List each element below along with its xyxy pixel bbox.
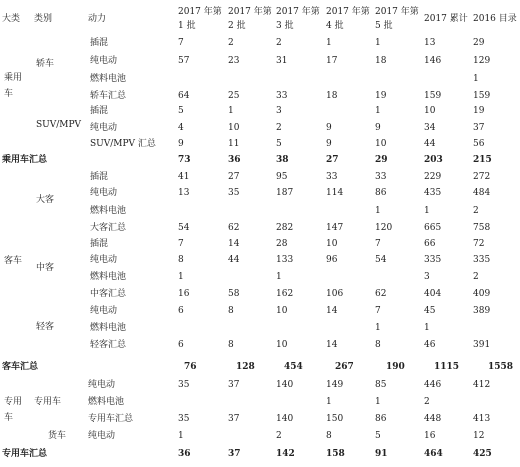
header-major: 大类 <box>2 14 21 24</box>
cell-batch4: 9 <box>326 139 332 149</box>
cell-total-2017: 13 <box>424 38 436 48</box>
row-power: 纯电动 <box>88 380 116 390</box>
cell-total-2017: 2 <box>424 397 430 407</box>
cell-batch5: 86 <box>375 188 387 198</box>
cell-batch1: 41 <box>178 172 190 182</box>
cell-batch2: 23 <box>228 56 240 66</box>
header-batch5-line1: 2017 年第 <box>375 7 419 17</box>
cell-batch4: 18 <box>326 91 338 101</box>
cell-batch1: 76 <box>184 362 197 372</box>
cell-catalog-2016: 56 <box>473 139 485 149</box>
header-catalog-2016: 2016 目录 <box>473 14 517 24</box>
row-power: 燃料电池 <box>88 397 125 407</box>
cell-batch1: 1 <box>178 431 184 441</box>
header-batch3-line2: 3 批 <box>276 21 294 31</box>
header-batch4-line2: 4 批 <box>326 21 344 31</box>
cell-catalog-2016: 129 <box>473 56 491 66</box>
cell-batch4: 147 <box>326 223 344 233</box>
row-power: 插混 <box>90 172 109 182</box>
cell-batch4: 14 <box>326 306 338 316</box>
cell-batch5: 1 <box>375 397 381 407</box>
row-power: 燃料电池 <box>90 272 127 282</box>
cell-total-2017: 1115 <box>434 362 460 372</box>
cell-total-2017: 1 <box>424 323 430 333</box>
cell-batch2: 14 <box>228 239 240 249</box>
category-sedan: 轿车 <box>36 59 55 69</box>
cell-batch3: 2 <box>276 38 282 48</box>
cell-batch3: 10 <box>276 306 288 316</box>
cell-batch3: 142 <box>276 449 295 459</box>
cell-catalog-2016: 72 <box>473 239 485 249</box>
cell-batch5: 86 <box>375 414 387 424</box>
cell-batch3: 162 <box>276 289 294 299</box>
header-batch2-line1: 2017 年第 <box>228 7 272 17</box>
cell-batch1: 73 <box>178 155 191 165</box>
header-total-2017: 2017 累计 <box>424 14 468 24</box>
category-big-bus: 大客 <box>36 195 55 205</box>
cell-batch4: 27 <box>326 155 339 165</box>
cell-batch3: 282 <box>276 223 294 233</box>
cell-catalog-2016: 159 <box>473 91 491 101</box>
row-power: 纯电动 <box>88 431 116 441</box>
cell-batch3: 133 <box>276 255 294 265</box>
cell-total-2017: 45 <box>424 306 436 316</box>
cell-catalog-2016: 37 <box>473 123 485 133</box>
cell-batch4: 1 <box>326 38 332 48</box>
cell-batch3: 1 <box>276 272 282 282</box>
cell-batch1: 36 <box>178 449 191 459</box>
cell-batch3: 454 <box>284 362 303 372</box>
cell-total-2017: 16 <box>424 431 436 441</box>
cell-batch4: 10 <box>326 239 338 249</box>
cell-batch5: 190 <box>386 362 405 372</box>
cell-batch5: 5 <box>375 431 381 441</box>
header-batch1-line2: 1 批 <box>178 21 196 31</box>
cell-batch1: 1 <box>178 272 184 282</box>
cell-batch2: 36 <box>228 155 241 165</box>
cell-batch5: 1 <box>375 206 381 216</box>
cell-batch5: 18 <box>375 56 387 66</box>
cell-batch4: 158 <box>326 449 345 459</box>
category-light-bus: 轻客 <box>36 322 55 332</box>
cell-total-2017: 665 <box>424 223 442 233</box>
cell-batch5: 1 <box>375 38 381 48</box>
cell-batch5: 54 <box>375 255 387 265</box>
cell-batch2: 35 <box>228 188 240 198</box>
cell-catalog-2016: 409 <box>473 289 491 299</box>
row-power: 中客汇总 <box>90 289 127 299</box>
cell-batch1: 16 <box>178 289 190 299</box>
cell-catalog-2016: 1558 <box>488 362 514 372</box>
cell-batch4: 106 <box>326 289 344 299</box>
cell-catalog-2016: 272 <box>473 172 491 182</box>
cell-batch5: 1 <box>375 106 381 116</box>
cell-catalog-2016: 215 <box>473 155 492 165</box>
cell-batch1: 64 <box>178 91 190 101</box>
cell-batch5: 10 <box>375 139 387 149</box>
cell-total-2017: 44 <box>424 139 436 149</box>
cell-batch3: 2 <box>276 123 282 133</box>
cell-batch5: 120 <box>375 223 393 233</box>
cell-batch5: 7 <box>375 239 381 249</box>
cell-catalog-2016: 484 <box>473 188 491 198</box>
cell-catalog-2016: 1 <box>473 74 479 84</box>
cell-batch1: 13 <box>178 188 190 198</box>
cell-total-2017: 203 <box>424 155 443 165</box>
cell-catalog-2016: 425 <box>473 449 492 459</box>
cell-batch2: 11 <box>228 139 240 149</box>
header-power: 动力 <box>88 14 107 24</box>
cell-batch2: 10 <box>228 123 240 133</box>
cell-catalog-2016: 335 <box>473 255 491 265</box>
cell-batch1: 9 <box>178 139 184 149</box>
cell-batch2: 37 <box>228 449 241 459</box>
cell-total-2017: 335 <box>424 255 442 265</box>
cell-batch2: 62 <box>228 223 240 233</box>
passenger-total-label: 乘用车汇总 <box>2 155 48 165</box>
row-power: 插混 <box>90 38 109 48</box>
cell-catalog-2016: 413 <box>473 414 491 424</box>
cell-total-2017: 34 <box>424 123 436 133</box>
cell-batch1: 35 <box>178 380 190 390</box>
cell-batch5: 29 <box>375 155 388 165</box>
cell-batch1: 5 <box>178 106 184 116</box>
cell-batch3: 140 <box>276 414 294 424</box>
cell-batch4: 8 <box>326 431 332 441</box>
cell-batch2: 25 <box>228 91 240 101</box>
cell-batch4: 1 <box>326 397 332 407</box>
cell-batch3: 5 <box>276 139 282 149</box>
row-power: 专用车汇总 <box>88 414 134 424</box>
cell-batch5: 19 <box>375 91 387 101</box>
header-batch4-line1: 2017 年第 <box>326 7 370 17</box>
header-category: 类别 <box>34 14 53 24</box>
cell-total-2017: 229 <box>424 172 442 182</box>
cell-batch4: 96 <box>326 255 338 265</box>
cell-batch3: 95 <box>276 172 288 182</box>
cell-catalog-2016: 389 <box>473 306 491 316</box>
row-power: 纯电动 <box>90 306 118 316</box>
cell-batch3: 33 <box>276 91 288 101</box>
header-batch3-line1: 2017 年第 <box>276 7 320 17</box>
header-batch1-line1: 2017 年第 <box>178 7 222 17</box>
cell-batch4: 9 <box>326 123 332 133</box>
cell-total-2017: 146 <box>424 56 442 66</box>
cell-batch5: 1 <box>375 323 381 333</box>
cell-batch1: 6 <box>178 340 184 350</box>
category-mid-bus: 中客 <box>36 263 55 273</box>
cell-batch4: 150 <box>326 414 344 424</box>
cell-batch4: 14 <box>326 340 338 350</box>
header-batch2-line2: 2 批 <box>228 21 246 31</box>
cell-batch4: 33 <box>326 172 338 182</box>
cell-batch1: 35 <box>178 414 190 424</box>
cell-batch3: 10 <box>276 340 288 350</box>
cell-catalog-2016: 29 <box>473 38 485 48</box>
category-suv-mpv: SUV/MPV <box>36 120 82 130</box>
group-bus: 客车 <box>4 256 23 266</box>
category-special-vehicle: 专用车 <box>34 397 62 407</box>
cell-batch3: 187 <box>276 188 294 198</box>
cell-total-2017: 3 <box>424 272 430 282</box>
cell-batch4: 114 <box>326 188 344 198</box>
cell-batch2: 27 <box>228 172 240 182</box>
row-power: 轿车汇总 <box>90 91 127 101</box>
cell-batch3: 2 <box>276 431 282 441</box>
cell-batch1: 7 <box>178 239 184 249</box>
cell-batch2: 37 <box>228 380 240 390</box>
row-power: 纯电动 <box>90 56 118 66</box>
cell-catalog-2016: 2 <box>473 272 479 282</box>
group-passenger-line2: 车 <box>4 89 14 99</box>
cell-batch1: 8 <box>178 255 184 265</box>
group-passenger-line1: 乘用 <box>4 73 23 83</box>
header-batch5-line2: 5 批 <box>375 21 393 31</box>
cell-batch2: 58 <box>228 289 240 299</box>
row-power: 燃料电池 <box>90 206 127 216</box>
cell-batch2: 2 <box>228 38 234 48</box>
cell-batch5: 8 <box>375 340 381 350</box>
cell-total-2017: 446 <box>424 380 442 390</box>
cell-batch3: 31 <box>276 56 288 66</box>
cell-batch1: 6 <box>178 306 184 316</box>
cell-batch3: 38 <box>276 155 289 165</box>
cell-batch5: 91 <box>375 449 388 459</box>
row-power: 纯电动 <box>90 123 118 133</box>
cell-batch5: 62 <box>375 289 387 299</box>
cell-batch2: 37 <box>228 414 240 424</box>
group-special-line1: 专用 <box>4 397 23 407</box>
cell-batch2: 8 <box>228 340 234 350</box>
row-power: 插混 <box>90 106 109 116</box>
cell-batch3: 28 <box>276 239 288 249</box>
cell-batch5: 7 <box>375 306 381 316</box>
row-power: 燃料电池 <box>90 74 127 84</box>
cell-batch4: 267 <box>335 362 354 372</box>
row-power: SUV/MPV 汇总 <box>90 139 156 149</box>
cell-catalog-2016: 19 <box>473 106 485 116</box>
cell-batch1: 4 <box>178 123 184 133</box>
cell-catalog-2016: 758 <box>473 223 491 233</box>
cell-total-2017: 464 <box>424 449 443 459</box>
row-power: 燃料电池 <box>90 323 127 333</box>
cell-batch3: 140 <box>276 380 294 390</box>
cell-catalog-2016: 391 <box>473 340 491 350</box>
row-power: 大客汇总 <box>90 223 127 233</box>
cell-total-2017: 404 <box>424 289 442 299</box>
row-power: 轻客汇总 <box>90 340 127 350</box>
cell-batch4: 17 <box>326 56 338 66</box>
special-total-label: 专用车汇总 <box>2 449 48 459</box>
cell-catalog-2016: 2 <box>473 206 479 216</box>
cell-total-2017: 435 <box>424 188 442 198</box>
cell-catalog-2016: 12 <box>473 431 485 441</box>
cell-batch4: 149 <box>326 380 344 390</box>
cell-batch2: 128 <box>236 362 255 372</box>
cell-catalog-2016: 412 <box>473 380 491 390</box>
cell-total-2017: 66 <box>424 239 436 249</box>
cell-total-2017: 1 <box>424 206 430 216</box>
bus-total-label: 客车汇总 <box>2 362 39 372</box>
group-special-line2: 车 <box>4 413 14 423</box>
row-power: 纯电动 <box>90 188 118 198</box>
cell-total-2017: 448 <box>424 414 442 424</box>
cell-batch5: 9 <box>375 123 381 133</box>
cell-batch1: 57 <box>178 56 190 66</box>
row-power: 纯电动 <box>90 255 118 265</box>
cell-batch5: 85 <box>375 380 387 390</box>
cell-batch2: 44 <box>228 255 240 265</box>
cell-batch1: 7 <box>178 38 184 48</box>
cell-batch2: 1 <box>228 106 234 116</box>
cell-batch2: 8 <box>228 306 234 316</box>
cell-batch1: 54 <box>178 223 190 233</box>
category-truck: 货车 <box>48 431 67 441</box>
cell-total-2017: 10 <box>424 106 436 116</box>
cell-batch3: 3 <box>276 106 282 116</box>
cell-total-2017: 46 <box>424 340 436 350</box>
row-power: 插混 <box>90 239 109 249</box>
cell-batch5: 33 <box>375 172 387 182</box>
cell-total-2017: 159 <box>424 91 442 101</box>
